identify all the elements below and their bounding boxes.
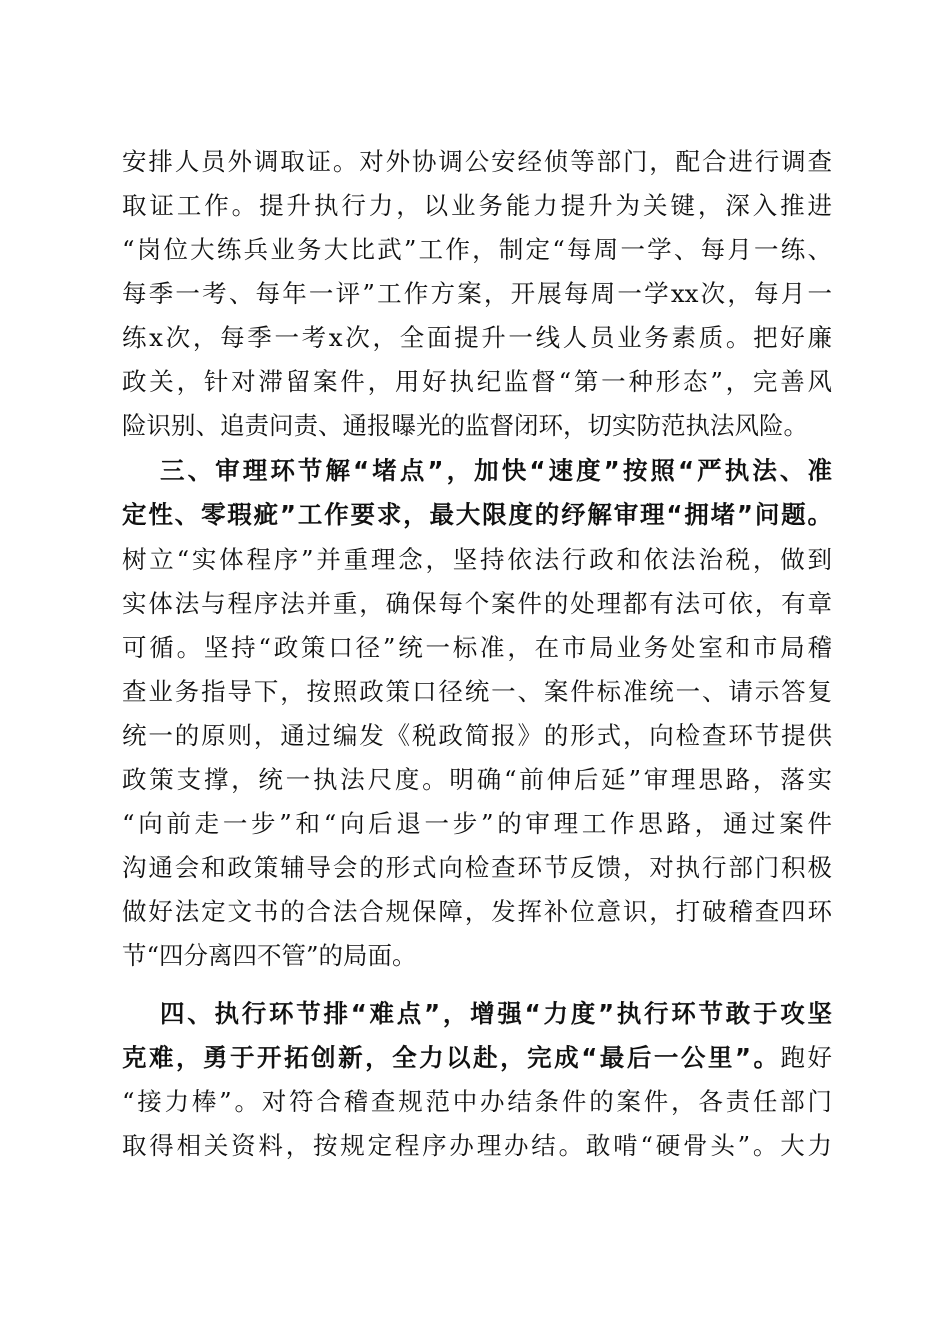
body-line: 树立“实体程序”并重理念，坚持依法行政和依法治税，做到 [122, 545, 832, 574]
body-line: 可循。坚持“政策口径”统一标准，在市局业务处室和市局稽 [122, 633, 832, 662]
body-line: 实体法与程序法并重，确保每个案件的处理都有法可依，有章 [122, 589, 832, 618]
body-line: 统一的原则，通过编发《税政简报》的形式，向检查环节提供 [122, 721, 832, 750]
body-line: 政策支撑，统一执法尺度。明确“前伸后延”审理思路，落实 [122, 765, 832, 794]
body-line: 政关，针对滞留案件，用好执纪监督“第一种形态”，完善风 [122, 367, 832, 396]
body-segment: 跑好 [780, 1043, 832, 1072]
body-line: 做好法定文书的合法合规保障，发挥补位意识，打破稽查四环 [122, 897, 832, 926]
section-heading-3: 三、审理环节解“堵点”，加快“速度”按照“严执法、准 [160, 456, 832, 485]
body-line: “向前走一步”和“向后退一步”的审理工作思路，通过案件 [122, 809, 832, 838]
body-line: 取得相关资料，按规定程序办理办结。敢啃“硬骨头”。大力 [122, 1131, 832, 1160]
body-line: “接力棒”。对符合稽查规范中办结条件的案件，各责任部门 [122, 1087, 832, 1116]
body-line: 查业务指导下，按照政策口径统一、案件标准统一、请示答复 [122, 677, 832, 706]
body-line: “岗位大练兵业务大比武”工作，制定“每周一学、每月一练、 [122, 235, 832, 264]
section-heading-4: 四、执行环节排“难点”，增强“力度”执行环节敢于攻坚 [160, 999, 832, 1028]
heading-4-tail: 克难，勇于开拓创新，全力以赴，完成“最后一公里”。 [122, 1043, 781, 1072]
body-line: 取证工作。提升执行力，以业务能力提升为关键，深入推进 [122, 191, 832, 220]
section-heading-3-cont: 定性、零瑕疵”工作要求，最大限度的纾解审理“拥堵”问题。 [122, 500, 832, 529]
body-line: 沟通会和政策辅导会的形式向检查环节反馈，对执行部门积极 [122, 853, 832, 882]
body-line: 安排人员外调取证。对外协调公安经侦等部门，配合进行调查 [122, 147, 832, 176]
body-line: 节“四分离四不管”的局面。 [122, 941, 417, 970]
body-line: 险识别、追责问责、通报曝光的监督闭环，切实防范执法风险。 [122, 411, 808, 440]
body-line: 练x次，每季一考x次，全面提升一线人员业务素质。把好廉 [122, 323, 832, 352]
body-line: 每季一考、每年一评”工作方案，开展每周一学xx次，每月一 [122, 279, 832, 308]
section-heading-4-cont [122, 1038, 832, 1078]
